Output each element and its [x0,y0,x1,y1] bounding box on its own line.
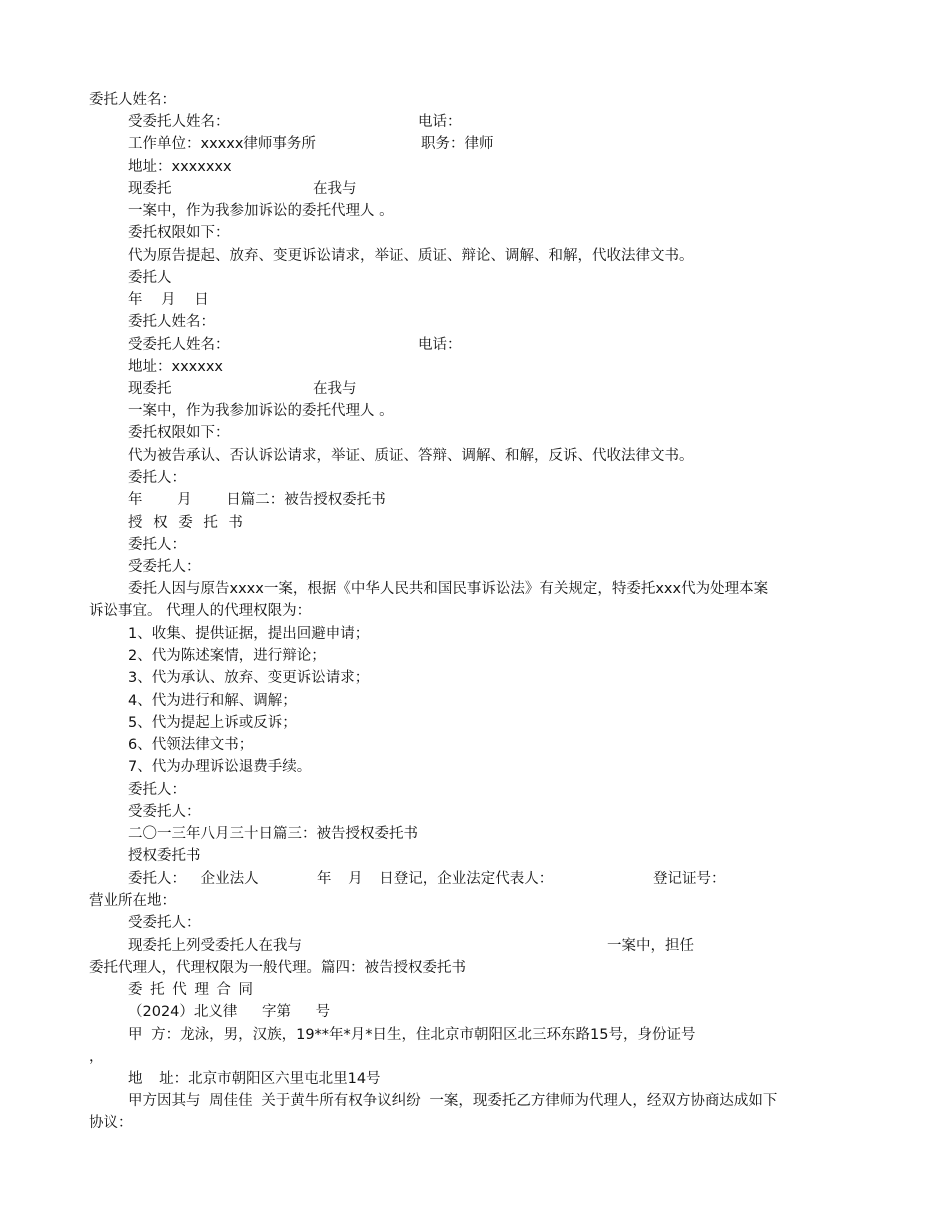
line-47: 协议： [89,1115,133,1131]
line-16: 委托权限如下： [128,425,230,441]
line-36: 委托人： 企业法人 [128,871,259,887]
line-38: 受委托人： [128,915,201,931]
line-19: 年 月 日篇二：被告授权委托书 [128,492,386,508]
line-30: 6、代领法律文书； [128,737,254,753]
line-1: 委托人姓名： [89,92,176,108]
line-46: 甲方因其与 周佳佳 关于黄牛所有权争议纠纷 一案，现委托乙方律师为代理人，经双方协商达成如下 [128,1093,778,1109]
line-28: 4、代为进行和解、调解； [128,693,297,709]
line-42: （2024）北义律 字第 号 [128,1004,331,1020]
line-31: 7、代为办理诉讼退费手续。 [128,759,312,775]
line-14-b: 在我与 [313,381,357,397]
line-23: 委托人因与原告xxxx一案，根据《中华人民共和国民事诉讼法》有关规定，特委托xxx代为处理本案 [128,581,769,597]
line-3: 工作单位：xxxxx律师事务所 [128,136,316,152]
line-36-c: 登记证号： [653,871,726,887]
line-2-phone: 电话： [418,114,462,130]
line-45: 地 址：北京市朝阳区六里屯北里14号 [128,1071,381,1087]
line-25: 1、收集、提供证据，提出回避申请； [128,626,370,642]
line-40: 委托代理人，代理权限为一般代理。篇四：被告授权委托书 [89,960,466,976]
line-18: 委托人： [128,470,186,486]
line-7: 委托权限如下： [128,225,230,241]
line-9: 委托人 [128,270,172,286]
line-5-b: 在我与 [313,181,357,197]
line-4: 地址：xxxxxxx [128,159,232,175]
line-27: 3、代为承认、放弃、变更诉讼请求； [128,670,370,686]
line-5: 现委托 [128,181,172,197]
line-13: 地址：xxxxxx [128,359,223,375]
line-34: 二〇一三年八月三十日篇三：被告授权委托书 [128,826,418,842]
line-36-b: 年 月 日登记，企业法定代表人： [317,871,554,887]
line-17: 代为被告承认、否认诉讼请求，举证、质证、答辩、调解、和解，反诉、代收法律文书。 [128,448,694,464]
line-10: 年 月 日 [128,292,209,308]
line-2: 受委托人姓名： [128,114,230,130]
line-15: 一案中，作为我参加诉讼的委托代理人 。 [128,403,394,419]
line-8: 代为原告提起、放弃、变更诉讼请求，举证、质证、辩论、调解、和解，代收法律文书。 [128,248,694,264]
line-33: 受委托人： [128,804,201,820]
line-12-phone: 电话： [418,337,462,353]
line-11: 委托人姓名： [128,314,215,330]
line-44: ， [89,1049,104,1065]
line-6: 一案中，作为我参加诉讼的委托代理人 。 [128,203,394,219]
line-43: 甲 方：龙泳，男，汉族，19**年*月*日生，住北京市朝阳区北三环东路15号，身份证号 [128,1027,696,1043]
line-26: 2、代为陈述案情，进行辩论； [128,648,326,664]
line-29: 5、代为提起上诉或反诉； [128,715,297,731]
line-21: 委托人： [128,537,186,553]
line-41: 委 托 代 理 合 同 [128,982,254,998]
line-35: 授权委托书 [128,848,201,864]
line-14: 现委托 [128,381,172,397]
line-20: 授 权 委 托 书 [128,515,243,531]
line-32: 委托人： [128,782,186,798]
line-37: 营业所在地： [89,893,176,909]
line-12: 受委托人姓名： [128,337,230,353]
line-3-title: 职务：律师 [421,136,494,152]
line-24: 诉讼事宜。 代理人的代理权限为： [89,603,312,619]
line-22: 受委托人： [128,559,201,575]
line-39: 现委托上列受委托人在我与 [128,938,302,954]
line-39-b: 一案中，担任 [607,938,694,954]
